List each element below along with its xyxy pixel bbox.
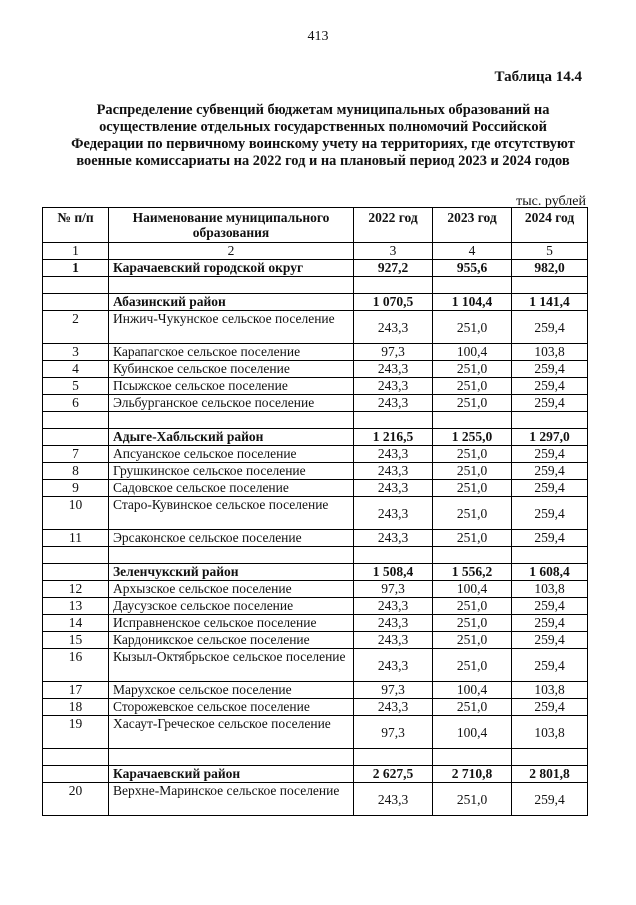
value-2024: 259,4 — [512, 632, 588, 649]
municipality-name: Старо-Кувинское сельское поселение — [109, 497, 354, 530]
index-cell: 3 — [354, 243, 433, 260]
index-cell: 5 — [512, 243, 588, 260]
empty-cell — [433, 547, 512, 564]
table-row — [43, 615, 588, 632]
value-2023: 251,0 — [433, 311, 512, 344]
municipality-name: Грушкинское сельское поселение — [109, 463, 354, 480]
value-2022: 243,3 — [354, 530, 433, 547]
empty-cell — [109, 749, 354, 766]
title-line: военные комиссариаты на 2022 год и на плановый период 2023 и 2024 годов — [76, 153, 570, 169]
spacer-row — [43, 749, 588, 766]
empty-cell — [512, 412, 588, 429]
value-2023: 1 255,0 — [433, 429, 512, 446]
table-row — [43, 395, 588, 412]
column-index-row — [43, 243, 588, 260]
value-2022: 243,3 — [354, 378, 433, 395]
row-number: 5 — [43, 378, 109, 395]
municipality-name: Верхне-Маринское сельское поселение — [109, 783, 354, 816]
value-2023: 251,0 — [433, 446, 512, 463]
value-2022: 2 627,5 — [354, 766, 433, 783]
empty-cell — [433, 412, 512, 429]
units-label: тыс. рублей — [516, 194, 586, 209]
value-2023: 100,4 — [433, 581, 512, 598]
municipality-name: Сторожевское сельское поселение — [109, 699, 354, 716]
municipality-name: Карапагское сельское поселение — [109, 344, 354, 361]
value-2024: 259,4 — [512, 497, 588, 530]
municipality-name: Инжич-Чукунское сельское поселение — [109, 311, 354, 344]
table-row — [43, 497, 588, 530]
value-2022: 243,3 — [354, 311, 433, 344]
value-2022: 97,3 — [354, 581, 433, 598]
municipality-name: Марухское сельское поселение — [109, 682, 354, 699]
value-2024: 103,8 — [512, 581, 588, 598]
value-2023: 955,6 — [433, 260, 512, 277]
value-2022: 243,3 — [354, 699, 433, 716]
value-2024: 982,0 — [512, 260, 588, 277]
row-number: 12 — [43, 581, 109, 598]
empty-cell — [433, 277, 512, 294]
row-number: 14 — [43, 615, 109, 632]
index-cell: 1 — [43, 243, 109, 260]
spacer-row — [43, 277, 588, 294]
value-2023: 251,0 — [433, 615, 512, 632]
table-row — [43, 530, 588, 547]
document-title — [40, 102, 606, 170]
row-number: 20 — [43, 783, 109, 816]
value-2023: 251,0 — [433, 699, 512, 716]
table-row — [43, 716, 588, 749]
value-2022: 243,3 — [354, 649, 433, 682]
page-number: 413 — [307, 29, 329, 44]
municipality-name: Апсуанское сельское поселение — [109, 446, 354, 463]
value-2024: 259,4 — [512, 463, 588, 480]
municipality-name: Даусузское сельское поселение — [109, 598, 354, 615]
value-2024: 259,4 — [512, 480, 588, 497]
value-2022: 1 070,5 — [354, 294, 433, 311]
table-row — [43, 344, 588, 361]
municipality-name: Исправненское сельское поселение — [109, 615, 354, 632]
row-number: 15 — [43, 632, 109, 649]
row-number: 7 — [43, 446, 109, 463]
value-2023: 100,4 — [433, 716, 512, 749]
district-total-row — [43, 564, 588, 581]
district-total-row — [43, 429, 588, 446]
empty-cell — [512, 749, 588, 766]
municipality-name: Карачаевский городской округ — [109, 260, 354, 277]
empty-cell — [109, 547, 354, 564]
value-2022: 97,3 — [354, 344, 433, 361]
value-2023: 251,0 — [433, 378, 512, 395]
header-2022: 2022 год — [354, 208, 433, 243]
municipality-name: Садовское сельское поселение — [109, 480, 354, 497]
value-2024: 259,4 — [512, 530, 588, 547]
title-line: Распределение субвенций бюджетам муниципальных образований на — [96, 102, 550, 118]
table-row — [43, 311, 588, 344]
row-number: 2 — [43, 311, 109, 344]
district-total-row — [43, 766, 588, 783]
empty-cell — [43, 547, 109, 564]
index-cell: 2 — [109, 243, 354, 260]
municipality-name: Кубинское сельское поселение — [109, 361, 354, 378]
value-2023: 251,0 — [433, 632, 512, 649]
row-number — [43, 564, 109, 581]
header-2024: 2024 год — [512, 208, 588, 243]
value-2022: 243,3 — [354, 395, 433, 412]
table-row — [43, 632, 588, 649]
header-num: № п/п — [43, 208, 109, 243]
value-2022: 243,3 — [354, 615, 433, 632]
row-number: 8 — [43, 463, 109, 480]
value-2023: 251,0 — [433, 395, 512, 412]
row-number: 6 — [43, 395, 109, 412]
row-number: 19 — [43, 716, 109, 749]
empty-cell — [354, 412, 433, 429]
value-2023: 251,0 — [433, 783, 512, 816]
spacer-row — [43, 547, 588, 564]
table-row — [43, 699, 588, 716]
value-2024: 103,8 — [512, 716, 588, 749]
row-number — [43, 766, 109, 783]
empty-cell — [354, 749, 433, 766]
header-row — [43, 208, 588, 243]
municipality-name: Эльбурганское сельское поселение — [109, 395, 354, 412]
table-row — [43, 581, 588, 598]
table-row — [43, 783, 588, 816]
value-2022: 97,3 — [354, 716, 433, 749]
value-2022: 97,3 — [354, 682, 433, 699]
value-2024: 1 141,4 — [512, 294, 588, 311]
table-row — [43, 361, 588, 378]
value-2024: 1 608,4 — [512, 564, 588, 581]
empty-cell — [109, 277, 354, 294]
row-number: 10 — [43, 497, 109, 530]
empty-cell — [43, 412, 109, 429]
empty-cell — [512, 277, 588, 294]
value-2024: 103,8 — [512, 682, 588, 699]
value-2024: 259,4 — [512, 699, 588, 716]
value-2022: 927,2 — [354, 260, 433, 277]
table-row — [43, 463, 588, 480]
municipality-name: Зеленчукский район — [109, 564, 354, 581]
value-2023: 251,0 — [433, 497, 512, 530]
municipality-name: Кызыл-Октябрьское сельское поселение — [109, 649, 354, 682]
table-body — [43, 243, 588, 816]
header-2023: 2023 год — [433, 208, 512, 243]
empty-cell — [354, 277, 433, 294]
value-2024: 259,4 — [512, 783, 588, 816]
empty-cell — [43, 277, 109, 294]
value-2024: 259,4 — [512, 446, 588, 463]
district-total-row — [43, 294, 588, 311]
value-2022: 243,3 — [354, 446, 433, 463]
row-number: 18 — [43, 699, 109, 716]
value-2022: 243,3 — [354, 598, 433, 615]
row-number: 3 — [43, 344, 109, 361]
value-2024: 1 297,0 — [512, 429, 588, 446]
value-2022: 243,3 — [354, 497, 433, 530]
value-2022: 1 508,4 — [354, 564, 433, 581]
row-number — [43, 429, 109, 446]
value-2023: 2 710,8 — [433, 766, 512, 783]
row-number: 1 — [43, 260, 109, 277]
row-number — [43, 294, 109, 311]
row-number: 11 — [43, 530, 109, 547]
empty-cell — [354, 547, 433, 564]
subvention-table — [42, 207, 588, 816]
municipality-name: Эрсаконское сельское поселение — [109, 530, 354, 547]
value-2022: 243,3 — [354, 480, 433, 497]
value-2024: 259,4 — [512, 598, 588, 615]
row-number: 17 — [43, 682, 109, 699]
municipality-name: Архызское сельское поселение — [109, 581, 354, 598]
value-2024: 259,4 — [512, 615, 588, 632]
table-row — [43, 682, 588, 699]
district-total-row — [43, 260, 588, 277]
value-2023: 100,4 — [433, 344, 512, 361]
spacer-row — [43, 412, 588, 429]
value-2023: 251,0 — [433, 480, 512, 497]
row-number: 4 — [43, 361, 109, 378]
value-2023: 251,0 — [433, 530, 512, 547]
index-cell: 4 — [433, 243, 512, 260]
value-2022: 243,3 — [354, 463, 433, 480]
value-2023: 251,0 — [433, 463, 512, 480]
value-2022: 243,3 — [354, 361, 433, 378]
value-2024: 2 801,8 — [512, 766, 588, 783]
value-2024: 259,4 — [512, 649, 588, 682]
municipality-name: Псыжское сельское поселение — [109, 378, 354, 395]
title-line: Федерации по первичному воинскому учету на территориях, где отсутствуют — [71, 136, 575, 152]
value-2023: 1 104,4 — [433, 294, 512, 311]
value-2022: 1 216,5 — [354, 429, 433, 446]
municipality-name: Кардоникское сельское поселение — [109, 632, 354, 649]
table-row — [43, 378, 588, 395]
empty-cell — [109, 412, 354, 429]
value-2023: 100,4 — [433, 682, 512, 699]
empty-cell — [43, 749, 109, 766]
table-label: Таблица 14.4 — [494, 69, 582, 85]
row-number: 9 — [43, 480, 109, 497]
municipality-name: Хасаут-Греческое сельское поселение — [109, 716, 354, 749]
header-name: Наименование муниципального образования — [109, 208, 354, 243]
value-2022: 243,3 — [354, 783, 433, 816]
value-2024: 259,4 — [512, 395, 588, 412]
value-2023: 251,0 — [433, 361, 512, 378]
value-2023: 251,0 — [433, 598, 512, 615]
table-row — [43, 598, 588, 615]
municipality-name: Абазинский район — [109, 294, 354, 311]
value-2024: 259,4 — [512, 361, 588, 378]
value-2024: 259,4 — [512, 311, 588, 344]
municipality-name: Адыге-Хабльский район — [109, 429, 354, 446]
value-2023: 251,0 — [433, 649, 512, 682]
title-line: осуществление отдельных государственных полномочий Российской — [99, 119, 547, 135]
value-2023: 1 556,2 — [433, 564, 512, 581]
empty-cell — [512, 547, 588, 564]
table-row — [43, 480, 588, 497]
value-2024: 259,4 — [512, 378, 588, 395]
table-row — [43, 446, 588, 463]
value-2022: 243,3 — [354, 632, 433, 649]
row-number: 13 — [43, 598, 109, 615]
value-2024: 103,8 — [512, 344, 588, 361]
table-row — [43, 649, 588, 682]
row-number: 16 — [43, 649, 109, 682]
municipality-name: Карачаевский район — [109, 766, 354, 783]
empty-cell — [433, 749, 512, 766]
